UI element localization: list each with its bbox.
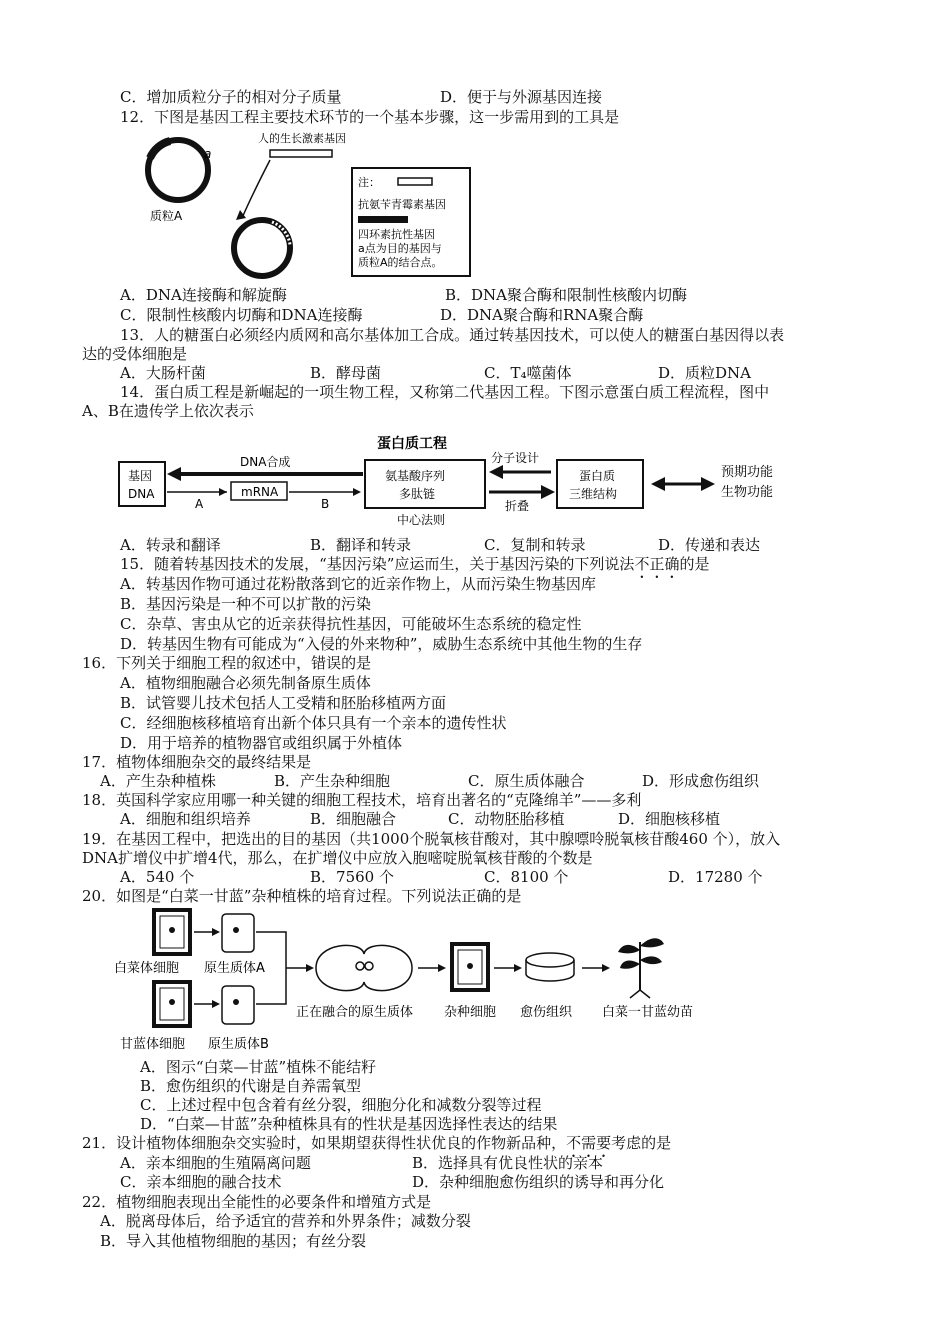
q20-option-d: D．“白菜—甘蓝”杂种植株具有的性状是基因选择性表达的结果 (140, 1115, 558, 1133)
arrow-a-head (219, 488, 227, 496)
plasmid-a-gene-segment (150, 141, 170, 158)
hybrid-cell-label: 杂种细胞 (444, 1005, 497, 1020)
q11-option-d: D．便于与外源基因连接 (440, 88, 603, 106)
dna-synthesis-label: DNA合成 (240, 455, 291, 469)
hybrid-cell-nucleus (467, 963, 473, 969)
legend-text-4: 质粒A的结合点。 (358, 256, 443, 269)
q16-option-d: D．用于培养的植物器官或组织属于外植体 (120, 734, 403, 752)
q17-option-c: C．原生质体融合 (468, 772, 585, 790)
arrow-to-callus-head (514, 964, 522, 972)
q19-option-d: D．17280 个 (668, 868, 763, 886)
q18-option-b: B．细胞融合 (310, 810, 397, 828)
gene-label: 人的生长激素基因 (258, 132, 346, 145)
q11-option-c: C．增加质粒分子的相对分子质量 (120, 88, 342, 106)
q19-stem-line1: 19．在基因工程中，把选出的目的基因（共1000个脱氧核苷酸对，其中腺嘌呤脱氧核苷酸460 个），放入 (82, 830, 781, 848)
central-dogma-label: 中心法则 (397, 513, 446, 527)
mrna-label: mRNA (241, 485, 279, 499)
q16-stem: 16．下列关于细胞工程的叙述中，错误的是 (82, 654, 372, 672)
q12-option-d: D．DNA聚合酶和RNA聚合酶 (440, 306, 644, 324)
q18-stem: 18．英国科学家应用哪一种关键的细胞工程技术，培育出著名的“克隆绵羊”——多利 (82, 791, 642, 809)
arrow-b-head (353, 488, 361, 496)
q22-option-b: B．导入其他植物细胞的基因；有丝分裂 (100, 1232, 367, 1250)
q20-option-c: C．上述过程中包含着有丝分裂，细胞分化和减数分裂等过程 (140, 1096, 542, 1114)
plasmid-point-label: a (204, 147, 212, 161)
legend-text-2: 四环素抗性基因 (358, 228, 435, 241)
q15-option-b: B．基因污染是一种不可以扩散的污染 (120, 595, 372, 613)
q15-option-c: C．杂草、害虫从它的近亲获得抗性基因，可能破坏生态系统的稳定性 (120, 615, 582, 633)
arrow-to-fusing-head (306, 964, 314, 972)
dna-synthesis-arrow-head (167, 467, 181, 481)
q17-option-a: A．产生杂种植株 (100, 772, 216, 790)
q20-stem: 20．如图是“白菜一甘蓝”杂种植株的培育过程。下列说法正确的是 (82, 887, 522, 905)
q20-option-b: B．愈伤组织的代谢是自养需氧型 (140, 1077, 362, 1095)
protein-engineering-title: 蛋白质工程 (377, 436, 447, 452)
legend-swatch-hatched (398, 178, 432, 185)
seedling-label: 白菜一甘蓝幼苗 (602, 1005, 694, 1020)
fusing-protoplast-label: 正在融合的原生质体 (296, 1005, 414, 1020)
arrow-cabbage-to-protoa-head (212, 928, 220, 936)
q18-option-d: D．细胞核移植 (618, 810, 721, 828)
q21-option-c: C．亲本细胞的融合技术 (120, 1173, 282, 1191)
protein-line2: 三维结构 (569, 487, 618, 501)
q12-option-b: B．DNA聚合酶和限制性核酸内切酶 (445, 286, 688, 304)
design-arrow-head (489, 465, 503, 479)
legend-swatch-solid (358, 216, 408, 223)
fusing-nucleus-2 (365, 962, 373, 970)
q19-option-c: C．8100 个 (484, 868, 569, 886)
q15-option-d: D．转基因生物有可能成为“入侵的外来物种”，威胁生态系统中其他生物的生存 (120, 635, 643, 653)
q19-option-a: A．540 个 (120, 868, 195, 886)
protoplast-b-label: 原生质体B (208, 1037, 269, 1052)
arrow-to-hybrid-head (438, 964, 446, 972)
q13-stem-line2: 达的受体细胞是 (82, 345, 188, 363)
cabbage-cell-label: 白菜体细胞 (114, 961, 180, 976)
q13-option-a: A．大肠杆菌 (120, 364, 206, 382)
q21-emphasis: 不需要 (566, 1134, 612, 1152)
cabbage-cell-nucleus (169, 927, 175, 933)
fusing-nucleus-1 (356, 962, 364, 970)
expected-function-label: 预期功能 (721, 465, 774, 480)
insert-arrow (242, 160, 270, 218)
q19-option-b: B．7560 个 (310, 868, 394, 886)
legend-text-3: a点为目的基因与 (358, 242, 442, 255)
plasmid-a-label: 质粒A (150, 209, 183, 223)
q13-option-d: D．质粒DNA (658, 364, 752, 382)
protoplast-b-nucleus (233, 999, 239, 1005)
q13-stem-line1: 13．人的糖蛋白必须经内质网和高尔基体加工合成。通过转基因技术，可以使人的糖蛋白基因得以表 (120, 326, 785, 344)
q20-figure (110, 906, 730, 1054)
legend-text-1: 抗氨苄青霉素基因 (358, 198, 446, 211)
q13-option-c: C．T₄噬菌体 (484, 364, 572, 382)
q16-option-a: A．植物细胞融合必须先制备原生质体 (120, 674, 371, 692)
callus-top (526, 953, 574, 967)
q22-option-a: A．脱离母体后，给予适宜的营养和外界条件；减数分裂 (100, 1212, 471, 1230)
q16-option-b: B．试管婴儿技术包括人工受精和胚胎移植两方面 (120, 694, 447, 712)
fold-arrow-head (541, 485, 555, 499)
q18-option-c: C．动物胚胎移植 (448, 810, 565, 828)
q12-option-a: A．DNA连接酶和解旋酶 (120, 286, 287, 304)
arrow-to-seedling-head (602, 964, 610, 972)
q14-option-b: B．翻译和转录 (310, 536, 412, 554)
biological-function-label: 生物功能 (721, 485, 774, 500)
q17-option-d: D．形成愈伤组织 (642, 772, 760, 790)
amino-acid-line1: 氨基酸序列 (385, 469, 446, 483)
arrow-a-label: A (195, 497, 204, 511)
function-arrow-left-head (651, 477, 665, 491)
q14-stem-line1: 14．蛋白质工程是新崛起的一项生物工程，又称第二代基因工程。下图示意蛋白质工程流程，图中 (120, 383, 770, 401)
q22-stem: 22．植物细胞表现出全能性的必要条件和增殖方式是 (82, 1193, 432, 1211)
legend-title: 注： (358, 176, 380, 189)
dna-box-line2: DNA (128, 487, 155, 501)
function-arrow-right-head (701, 477, 715, 491)
callus-label: 愈伤组织 (520, 1005, 573, 1020)
q14-option-c: C．复制和转录 (484, 536, 586, 554)
q14-stem-line2: A、B在遗传学上依次表示 (82, 402, 254, 420)
arrow-b-label: B (321, 497, 330, 511)
q12-stem: 12．下图是基因工程主要技术环节的一个基本步骤，这一步需用到的工具是 (120, 108, 620, 126)
q14-figure (115, 430, 805, 530)
protoplast-b (222, 986, 254, 1024)
q15-emphasis: 不正确 (634, 555, 680, 573)
protoplast-a-nucleus (233, 927, 239, 933)
q15-stem: 15．随着转基因技术的发展，“基因污染”应运而生，关于基因污染的下列说法不正确的是 (120, 555, 710, 573)
q21-option-b: B．选择具有优良性状的亲本 (412, 1154, 604, 1172)
q15-option-a: A．转基因作物可通过花粉散落到它的近亲作物上，从而污染生物基因库 (120, 575, 596, 593)
q20-option-a: A．图示“白菜—甘蓝”植株不能结籽 (140, 1058, 377, 1076)
amino-acid-line2: 多肽链 (399, 487, 436, 501)
seedling-icon (618, 938, 664, 998)
q14-option-a: A．转录和翻译 (120, 536, 221, 554)
q18-option-a: A．细胞和组织培养 (120, 810, 251, 828)
callus-body (526, 960, 574, 981)
q21-option-d: D．杂种细胞愈伤组织的诱导和再分化 (412, 1173, 665, 1191)
protein-line1: 蛋白质 (579, 469, 616, 483)
q16-option-c: C．经细胞核移植培育出新个体只具有一个亲本的遗传性状 (120, 714, 507, 732)
recombinant-plasmid-ring (234, 220, 290, 276)
gene-bar (270, 150, 332, 157)
q12-option-c: C．限制性核酸内切酶和DNA连接酶 (120, 306, 363, 324)
q17-stem: 17．植物体细胞杂交的最终结果是 (82, 753, 312, 771)
kale-cell-label: 甘蓝体细胞 (120, 1037, 186, 1052)
q13-option-b: B．酵母菌 (310, 364, 382, 382)
arrow-kale-to-protob-head (212, 1000, 220, 1008)
q14-option-d: D．传递和表达 (658, 536, 761, 554)
fold-label: 折叠 (505, 499, 530, 513)
kale-cell-nucleus (169, 999, 175, 1005)
protoplast-a-label: 原生质体A (204, 961, 265, 976)
q12-figure (130, 130, 480, 280)
protoplast-a (222, 914, 254, 952)
q21-stem: 21．设计植物体细胞杂交实验时，如果期望获得性状优良的作物新品种，不需要考虑的是 (82, 1134, 672, 1152)
q21-option-a: A．亲本细胞的生殖隔离问题 (120, 1154, 311, 1172)
dna-box-line1: 基因 (128, 469, 153, 483)
q17-option-b: B．产生杂种细胞 (274, 772, 391, 790)
q19-stem-line2: DNA扩增仪中扩增4代，那么，在扩增仪中应放入胞嘧啶脱氧核苷酸的个数是 (82, 849, 593, 867)
molecular-design-label: 分子设计 (491, 451, 540, 465)
